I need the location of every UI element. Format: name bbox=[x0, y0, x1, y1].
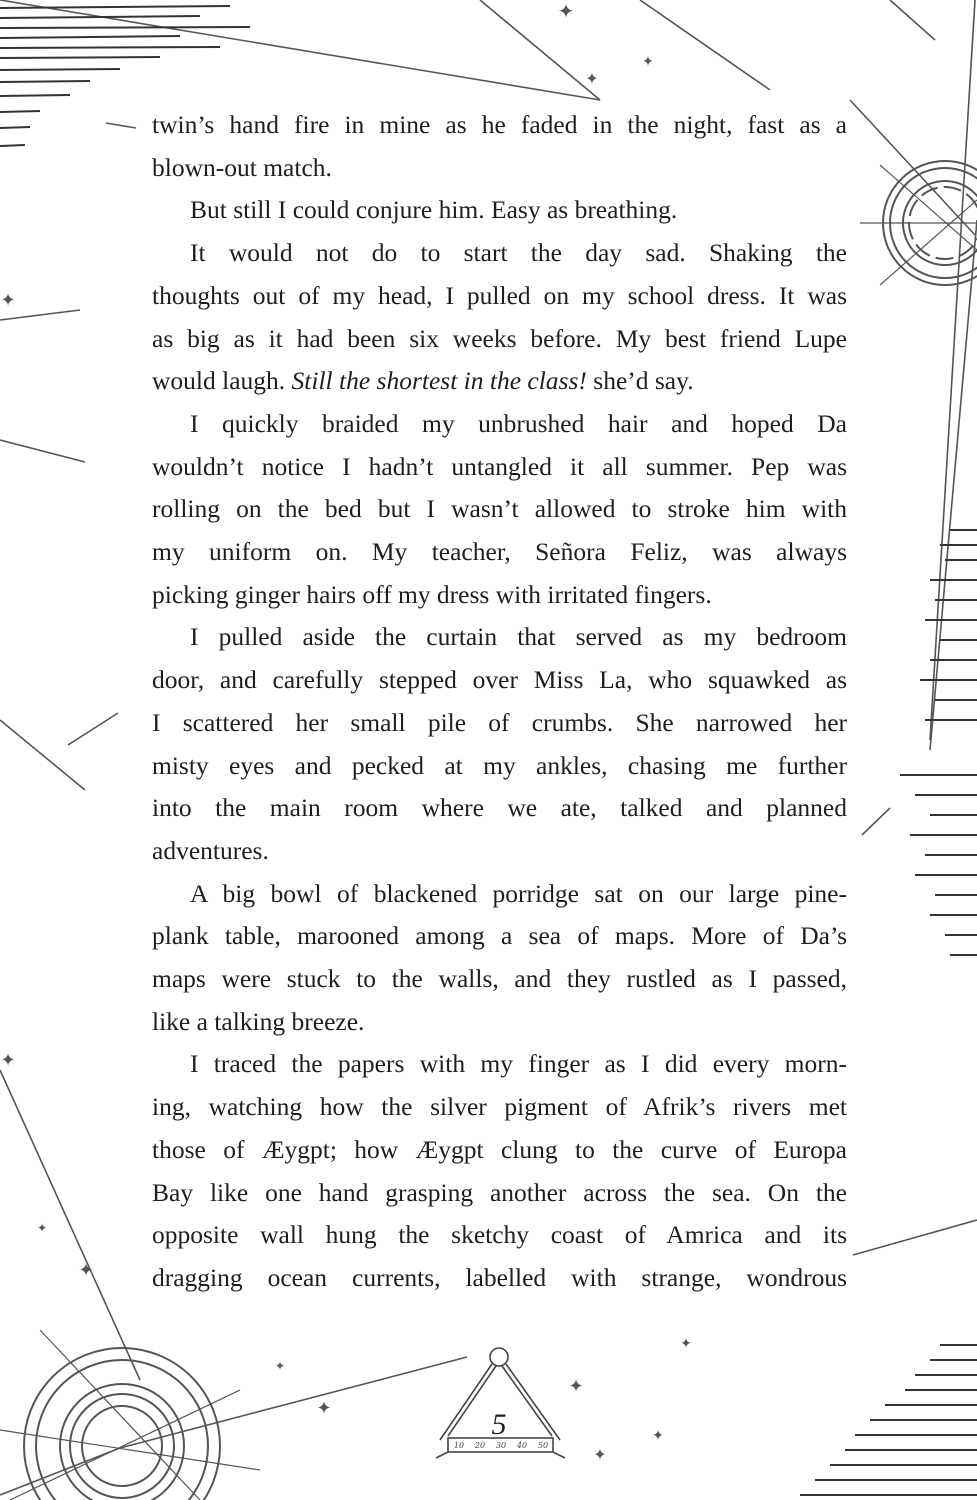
text-segment: maps were stuck to the walls, and they rustled as I passed, bbox=[152, 964, 847, 994]
text-segment: I traced the papers with my finger as I did every morn- bbox=[190, 1049, 847, 1079]
text-segment: as big as it had been six weeks before. My best friend Lupe bbox=[152, 323, 847, 353]
text-segment: adventures. bbox=[152, 835, 269, 865]
svg-text:✦: ✦ bbox=[557, 0, 575, 23]
text-segment: she’d say. bbox=[586, 366, 694, 396]
text-segment: But still I could conjure him. Easy as breathing. bbox=[190, 195, 678, 225]
svg-text:✦: ✦ bbox=[78, 1260, 94, 1281]
text-line bbox=[152, 574, 847, 617]
ruler-tick: 40 bbox=[516, 1441, 528, 1450]
text-line bbox=[152, 488, 847, 531]
ruler-tick: 50 bbox=[537, 1441, 549, 1450]
text-line bbox=[152, 1086, 847, 1129]
text-segment: opposite wall hung the sketchy coast of Amrica and its bbox=[152, 1220, 847, 1250]
text-segment: my uniform on. My teacher, Señora Feliz, was always bbox=[152, 537, 847, 567]
text-segment: dragging ocean currents, labelled with strange, wondrous bbox=[152, 1262, 847, 1292]
text-segment: picking ginger hairs off my dress with irritated fingers. bbox=[152, 579, 712, 609]
text-segment: blown-out match. bbox=[152, 152, 332, 182]
text-segment: wouldn’t notice I hadn’t untangled it all summer. Pep was bbox=[152, 451, 847, 481]
italic-phrase: Still the shortest in the class! bbox=[291, 366, 587, 396]
body-text bbox=[152, 104, 847, 1300]
ruler-tick: 20 bbox=[474, 1441, 486, 1450]
text-line bbox=[152, 147, 847, 190]
text-segment: I scattered her small pile of crumbs. She narrowed her bbox=[152, 707, 847, 737]
text-line bbox=[152, 1001, 847, 1044]
text-line bbox=[152, 232, 847, 275]
text-segment: Bay like one hand grasping another across the sea. On the bbox=[152, 1177, 847, 1207]
text-segment: I quickly braided my unbrushed hair and hoped Da bbox=[190, 408, 847, 438]
text-line bbox=[152, 531, 847, 574]
text-segment: ing, watching how the silver pigment of Afrik’s rivers met bbox=[152, 1092, 847, 1122]
text-segment: into the main room where we ate, talked and planned bbox=[152, 793, 847, 823]
text-line bbox=[152, 958, 847, 1001]
text-segment: plank table, marooned among a sea of maps. More of Da’s bbox=[152, 921, 847, 951]
text-line bbox=[152, 616, 847, 659]
text-line bbox=[152, 1172, 847, 1215]
text-line bbox=[152, 1043, 847, 1086]
text-segment: It would not do to start the day sad. Shaking the bbox=[190, 238, 847, 268]
svg-text:✦: ✦ bbox=[274, 1359, 286, 1373]
page-number: 5 bbox=[491, 1408, 507, 1441]
text-line bbox=[152, 873, 847, 916]
svg-text:✦: ✦ bbox=[585, 69, 599, 88]
text-segment: would laugh. bbox=[152, 366, 292, 396]
text-line bbox=[152, 659, 847, 702]
text-segment: those of Æygpt; how Æygpt clung to the curve of Europa bbox=[152, 1134, 847, 1164]
text-line bbox=[152, 275, 847, 318]
svg-text:✦: ✦ bbox=[0, 290, 16, 311]
text-line bbox=[152, 745, 847, 788]
text-segment: I pulled aside the curtain that served as my bedroom bbox=[190, 622, 847, 652]
text-segment: rolling on the bed but I wasn’t allowed to stroke him with bbox=[152, 494, 847, 524]
text-line bbox=[152, 830, 847, 873]
text-line bbox=[152, 360, 847, 403]
text-segment: twin’s hand fire in mine as he faded in the night, fast as a bbox=[152, 110, 847, 139]
text-line bbox=[152, 1214, 847, 1257]
svg-text:✦: ✦ bbox=[36, 1221, 48, 1235]
text-line bbox=[152, 104, 847, 147]
svg-text:✦: ✦ bbox=[680, 1336, 692, 1352]
text-segment: misty eyes and pecked at my ankles, chasing me further bbox=[152, 750, 847, 780]
text-line bbox=[152, 1129, 847, 1172]
text-line bbox=[152, 318, 847, 361]
text-line bbox=[152, 189, 847, 232]
svg-text:✦: ✦ bbox=[568, 1376, 584, 1397]
text-line bbox=[152, 403, 847, 446]
ruler-tick: 30 bbox=[495, 1441, 507, 1450]
text-line bbox=[152, 702, 847, 745]
text-segment: door, and carefully stepped over Miss La, who squawked as bbox=[152, 665, 847, 695]
text-line bbox=[152, 446, 847, 489]
text-segment: thoughts out of my head, I pulled on my school dress. It was bbox=[152, 280, 847, 310]
text-line bbox=[152, 915, 847, 958]
svg-text:✦: ✦ bbox=[316, 1398, 332, 1419]
svg-text:✦: ✦ bbox=[642, 54, 654, 70]
text-line bbox=[152, 787, 847, 830]
svg-text:✦: ✦ bbox=[652, 1428, 664, 1444]
svg-text:✦: ✦ bbox=[0, 1050, 16, 1071]
text-segment: A big bowl of blackened porridge sat on our large pine- bbox=[190, 878, 847, 908]
text-segment: like a talking breeze. bbox=[152, 1006, 365, 1036]
svg-text:✦: ✦ bbox=[593, 1445, 607, 1464]
text-line bbox=[152, 1257, 847, 1300]
ruler-tick: 10 bbox=[453, 1441, 465, 1450]
